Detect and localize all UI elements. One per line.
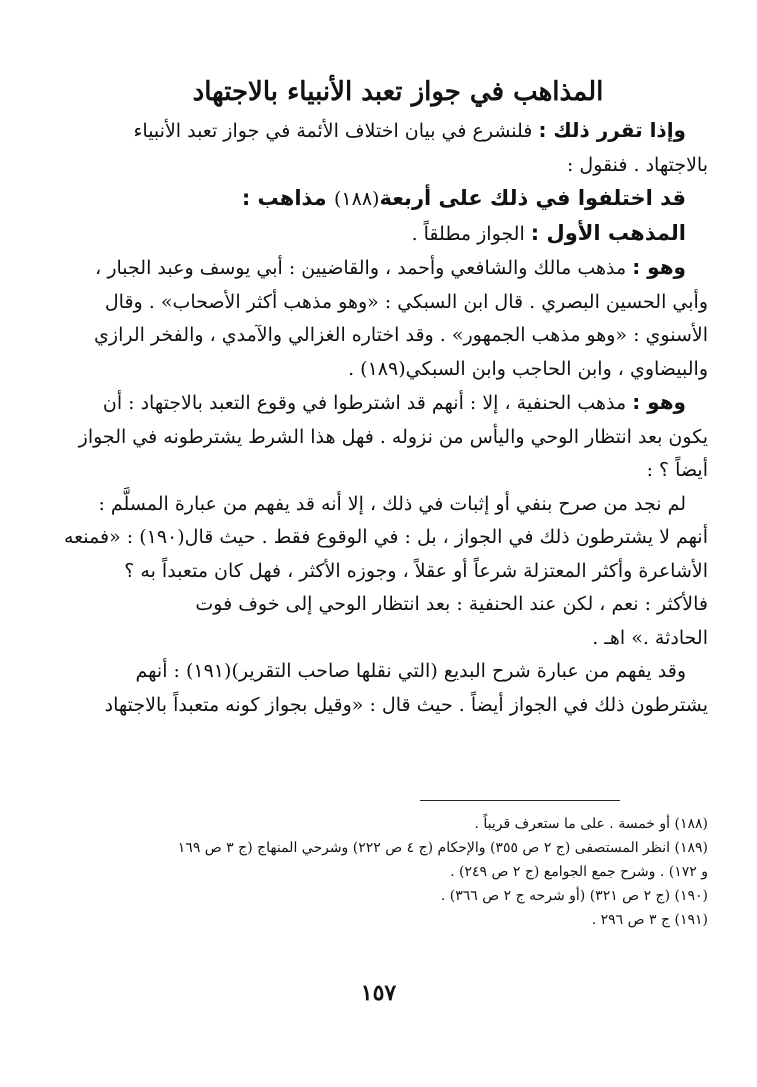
footnotes [88, 812, 708, 932]
paragraph-4-lead: وهو : [632, 255, 686, 279]
paragraph-7-line-1-end: : أنهم [135, 660, 186, 682]
paragraph-4-line-1 [88, 251, 708, 286]
paragraph-4-line-2: وأبي الحسين البصري . قال ابن السبكي : «وهو مذهب أكثر الأصحاب» . وقال [104, 290, 708, 313]
paragraph-1-lead: وإذا تقرر ذلك : [538, 118, 686, 142]
footnote-ref-190: (١٩٠) [139, 526, 185, 548]
page-body [63, 72, 708, 722]
paragraph-6-line-5: الحادثة .» اهـ . [592, 626, 708, 649]
paragraph-4-line-4 [88, 353, 708, 387]
paragraph-2-rest: مذاهب : [241, 186, 334, 210]
paragraph-5 [78, 386, 708, 488]
paragraph-5-line-1 [88, 386, 708, 421]
paragraph-1-line-1-text: فلنشرع في بيان اختلاف الأئمة في جواز تعبد الأنبياء [133, 120, 539, 142]
paragraph-5-line-1-text: مذهب الحنفية ، إلا : أنهم قد اشترطوا في وقوع التعبد بالاجتهاد : أن [102, 392, 633, 414]
page-number: ١٥٧ [360, 980, 397, 1006]
paragraph-4 [88, 251, 708, 386]
paragraph-4-line-3: الأسنوي : «وهو مذهب الجمهور» . وقد اختاره الغزالي والآمدي ، والفخر الرازي [94, 324, 708, 346]
paragraph-7 [88, 655, 708, 722]
paragraph-1-line-2: بالاجتهاد . فنقول : [566, 153, 708, 176]
footnote-ref-188: (١٨٨) [334, 188, 380, 210]
paragraph-7-line-1-text: وقد يفهم من عبارة شرح البديع (التي نقلها صاحب التقرير) [231, 660, 686, 682]
footnote-ref-191: (١٩١) [185, 660, 232, 682]
paragraph-3-lead: المذهب الأول : [530, 220, 686, 245]
paragraph-6 [63, 488, 708, 656]
footnote-divider [420, 800, 620, 801]
footnote-189: (١٨٩) انظر المستصفى (ج ٢ ص ٣٥٥) والإحكام (ج ٤ ص ٢٢٢) وشرحي المنهاج (ج ٣ ص ١٦٩ [177, 840, 708, 856]
paragraph-6-line-3: الأشاعرة وأكثر المعتزلة شرعاً أو عقلاً ، وجوزه الأكثر ، فهل كان متعبداً به ؟ [124, 559, 708, 582]
paragraph-4-line-1-text: مذهب مالك والشافعي وأحمد ، والقاضيين : أبي يوسف وعبد الجبار ، [95, 257, 633, 279]
paragraph-5-line-3: أيضاً ؟ : [646, 459, 708, 481]
paragraph-4-line-4-end: . [348, 357, 361, 380]
section-title: المذاهب في جواز تعبد الأنبياء بالاجتهاد [192, 77, 604, 107]
paragraph-7-line-1 [88, 655, 708, 689]
paragraph-5-lead: وهو : [632, 390, 686, 414]
paragraph-6-line-2 [63, 521, 708, 555]
paragraph-7-line-2: يشترطون ذلك في الجواز أيضاً . حيث قال : «وقيل بجواز كونه متعبداً بالاجتهاد [104, 693, 708, 716]
paragraph-6-line-1: لم نجد من صرح بنفي أو إثبات في ذلك ، إلا أنه قد يفهم من عبارة المسلَّم : [98, 492, 686, 515]
paragraph-5-line-2: يكون بعد انتظار الوحي واليأس من نزوله . فهل هذا الشرط يشترطونه في الجواز [78, 425, 708, 448]
paragraph-3-line-1 [88, 217, 708, 252]
paragraph-6-line-2-end: : «فمنعه [63, 526, 140, 548]
paragraph-1 [88, 114, 708, 182]
footnote-191: (١٩١) ج ٣ ص ٢٩٦ . [591, 912, 708, 928]
paragraph-3 [88, 217, 708, 252]
paragraph-2 [88, 182, 708, 217]
paragraph-1-line-1 [88, 114, 708, 149]
paragraph-6-line-4: فالأكثر : نعم ، لكن عند الحنفية : بعد انتظار الوحي إلى خوف فوت [195, 593, 708, 615]
paragraph-2-line-1 [88, 182, 708, 217]
paragraph-2-text: قد اختلفوا في ذلك على أربعة [379, 186, 686, 210]
footnote-189-continued: و ١٧٢) . وشرح جمع الجوامع (ج ٢ ص ٢٤٩) . [450, 864, 708, 880]
footnote-188: (١٨٨) أو خمسة . على ما ستعرف قريباً . [474, 816, 708, 832]
paragraph-4-line-4-text: والبيضاوي ، وابن الحاجب وابن السبكي [405, 357, 708, 380]
paragraph-3-rest: الجواز مطلقاً . [411, 222, 531, 245]
footnote-ref-189: (١٨٩) [360, 357, 406, 380]
paragraph-6-line-2-text: أنهم لا يشترطون ذلك في الجواز ، بل : في الوقوع فقط . حيث قال [184, 526, 708, 548]
footnote-190: (١٩٠) (ج ٢ ص ٣٢١) (أو شرحه ج ٢ ص ٣٦٦) . [440, 888, 708, 904]
